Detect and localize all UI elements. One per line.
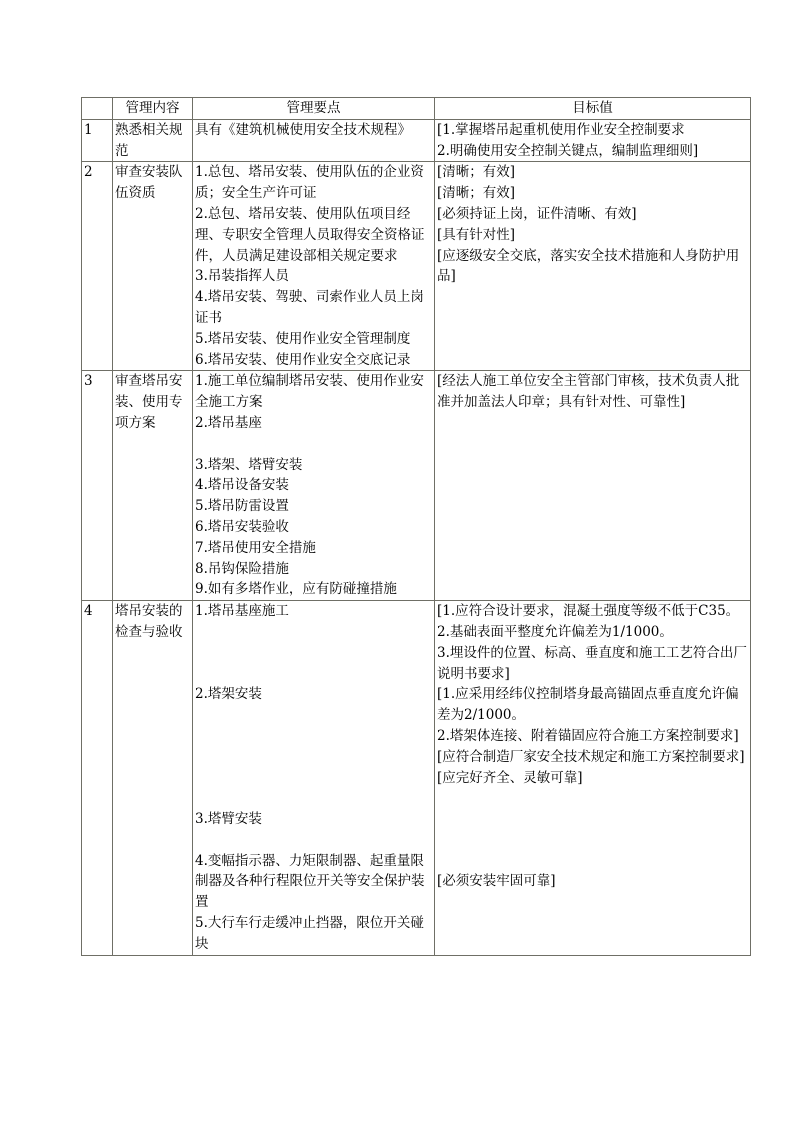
management-points-cell — [193, 601, 435, 956]
target-value: 2.明确使用安全控制关键点，编制监理细则] — [437, 142, 699, 159]
management-point: 6.塔吊安装、使用作业安全交底记录 — [195, 351, 411, 368]
management-points-cell — [193, 119, 435, 162]
management-content: 审查安装队伍资质 — [113, 162, 193, 371]
management-point — [195, 830, 432, 851]
management-content: 塔吊安装的检查与验收 — [113, 601, 193, 956]
management-point: 3.塔架、塔臂安装 — [195, 456, 303, 473]
target-value: [应符合制造厂家安全技术规定和施工方案控制要求] — [437, 748, 745, 765]
management-point: 1.塔吊基座施工 — [195, 603, 289, 620]
management-content: 审查塔吊安装、使用专项方案 — [113, 371, 193, 601]
management-point — [195, 705, 432, 726]
management-point: 6.塔吊安装验收 — [195, 518, 289, 535]
management-point: 5.塔吊防雷设置 — [195, 498, 289, 515]
management-point: 5.大行车行走缓冲止挡器，限位开关碰块 — [195, 915, 424, 952]
management-point — [195, 434, 432, 455]
target-value: [1.应采用经纬仪控制塔身最高锚固点垂直度允许偏差为2/1000。 — [437, 686, 739, 724]
management-point — [195, 747, 432, 768]
table-row — [82, 371, 751, 601]
management-point: 7.塔吊使用安全措施 — [195, 539, 316, 556]
header-targets: 目标值 — [435, 98, 751, 120]
management-points-cell — [193, 371, 435, 601]
target-value — [437, 788, 748, 809]
target-value: 2.塔架体连接、附着锚固应符合施工方案控制要求] — [437, 727, 739, 744]
target-values-cell — [435, 371, 751, 601]
management-point: 2.塔架安装 — [195, 686, 262, 703]
management-point — [195, 664, 432, 685]
management-point — [195, 643, 432, 664]
header-content: 管理内容 — [113, 98, 193, 120]
row-number: 3 — [82, 371, 113, 601]
management-points-cell — [193, 162, 435, 371]
management-point — [195, 622, 432, 643]
target-value: [清晰；有效] — [437, 164, 516, 181]
management-point: 8.吊钩保险措施 — [195, 560, 289, 577]
table-row — [82, 119, 751, 162]
target-value: [应逐级安全交底，落实安全技术措施和人身防护用品] — [437, 247, 740, 285]
management-point — [195, 768, 432, 789]
target-values-cell — [435, 119, 751, 162]
row-number: 4 — [82, 601, 113, 956]
safety-control-table — [81, 97, 751, 956]
management-point — [195, 788, 432, 809]
target-values-cell — [435, 601, 751, 956]
row-number: 1 — [82, 119, 113, 162]
management-point: 具有《建筑机械使用安全技术规程》 — [195, 121, 411, 138]
table-header-row — [82, 98, 751, 120]
management-content: 熟悉相关规范 — [113, 119, 193, 162]
target-value — [437, 809, 748, 830]
table-row — [82, 162, 751, 371]
management-point: 1.施工单位编制塔吊安装、使用作业安全施工方案 — [195, 373, 424, 411]
target-value: [经法人施工单位安全主管部门审核，技术负责人批准并加盖法人印章；具有针对性、可靠性] — [437, 373, 740, 411]
target-value: [应完好齐全、灵敏可靠] — [437, 769, 583, 786]
management-point: 4.变幅指示器、力矩限制器、起重量限制器及各种行程限位开关等安全保护装置 — [195, 852, 425, 911]
management-point: 4.塔吊设备安装 — [195, 477, 289, 494]
header-points: 管理要点 — [193, 98, 435, 120]
management-point: 5.塔吊安装、使用作业安全管理制度 — [195, 330, 411, 347]
target-value: [必须安装牢固可靠] — [437, 873, 556, 890]
row-number: 2 — [82, 162, 113, 371]
management-point: 4.塔吊安装、驾驶、司索作业人员上岗证书 — [195, 289, 424, 326]
target-value — [437, 851, 748, 872]
header-no — [82, 98, 113, 120]
target-value — [437, 830, 748, 851]
target-value: [1.应符合设计要求，混凝土强度等级不低于C35。 — [437, 603, 740, 620]
table-body — [82, 119, 751, 955]
management-point: 1.总包、塔吊安装、使用队伍的企业资质；安全生产许可证 — [195, 164, 424, 202]
target-value: [1.掌握塔吊起重机使用作业安全控制要求 — [437, 121, 685, 138]
management-point: 2.总包、塔吊安装、使用队伍项目经理、专职安全管理人员取得安全资格证件，人员满足建设部相关规定要求 — [195, 205, 425, 264]
target-value: [具有针对性] — [437, 226, 516, 243]
target-value: 2.基础表面平整度允许偏差为1/1000。 — [437, 623, 673, 640]
management-point: 9.如有多塔作业，应有防碰撞措施 — [195, 581, 397, 598]
target-value: [清晰；有效] — [437, 185, 516, 202]
target-value: [必须持证上岗，证件清晰、有效] — [437, 205, 637, 222]
management-point: 3.塔臂安装 — [195, 811, 262, 828]
management-point — [195, 726, 432, 747]
target-value: 3.埋设件的位置、标高、垂直度和施工工艺符合出厂说明书要求] — [437, 644, 747, 682]
management-point: 2.塔吊基座 — [195, 414, 262, 431]
management-point: 3.吊装指挥人员 — [195, 268, 289, 285]
table-row — [82, 601, 751, 956]
target-values-cell — [435, 162, 751, 371]
